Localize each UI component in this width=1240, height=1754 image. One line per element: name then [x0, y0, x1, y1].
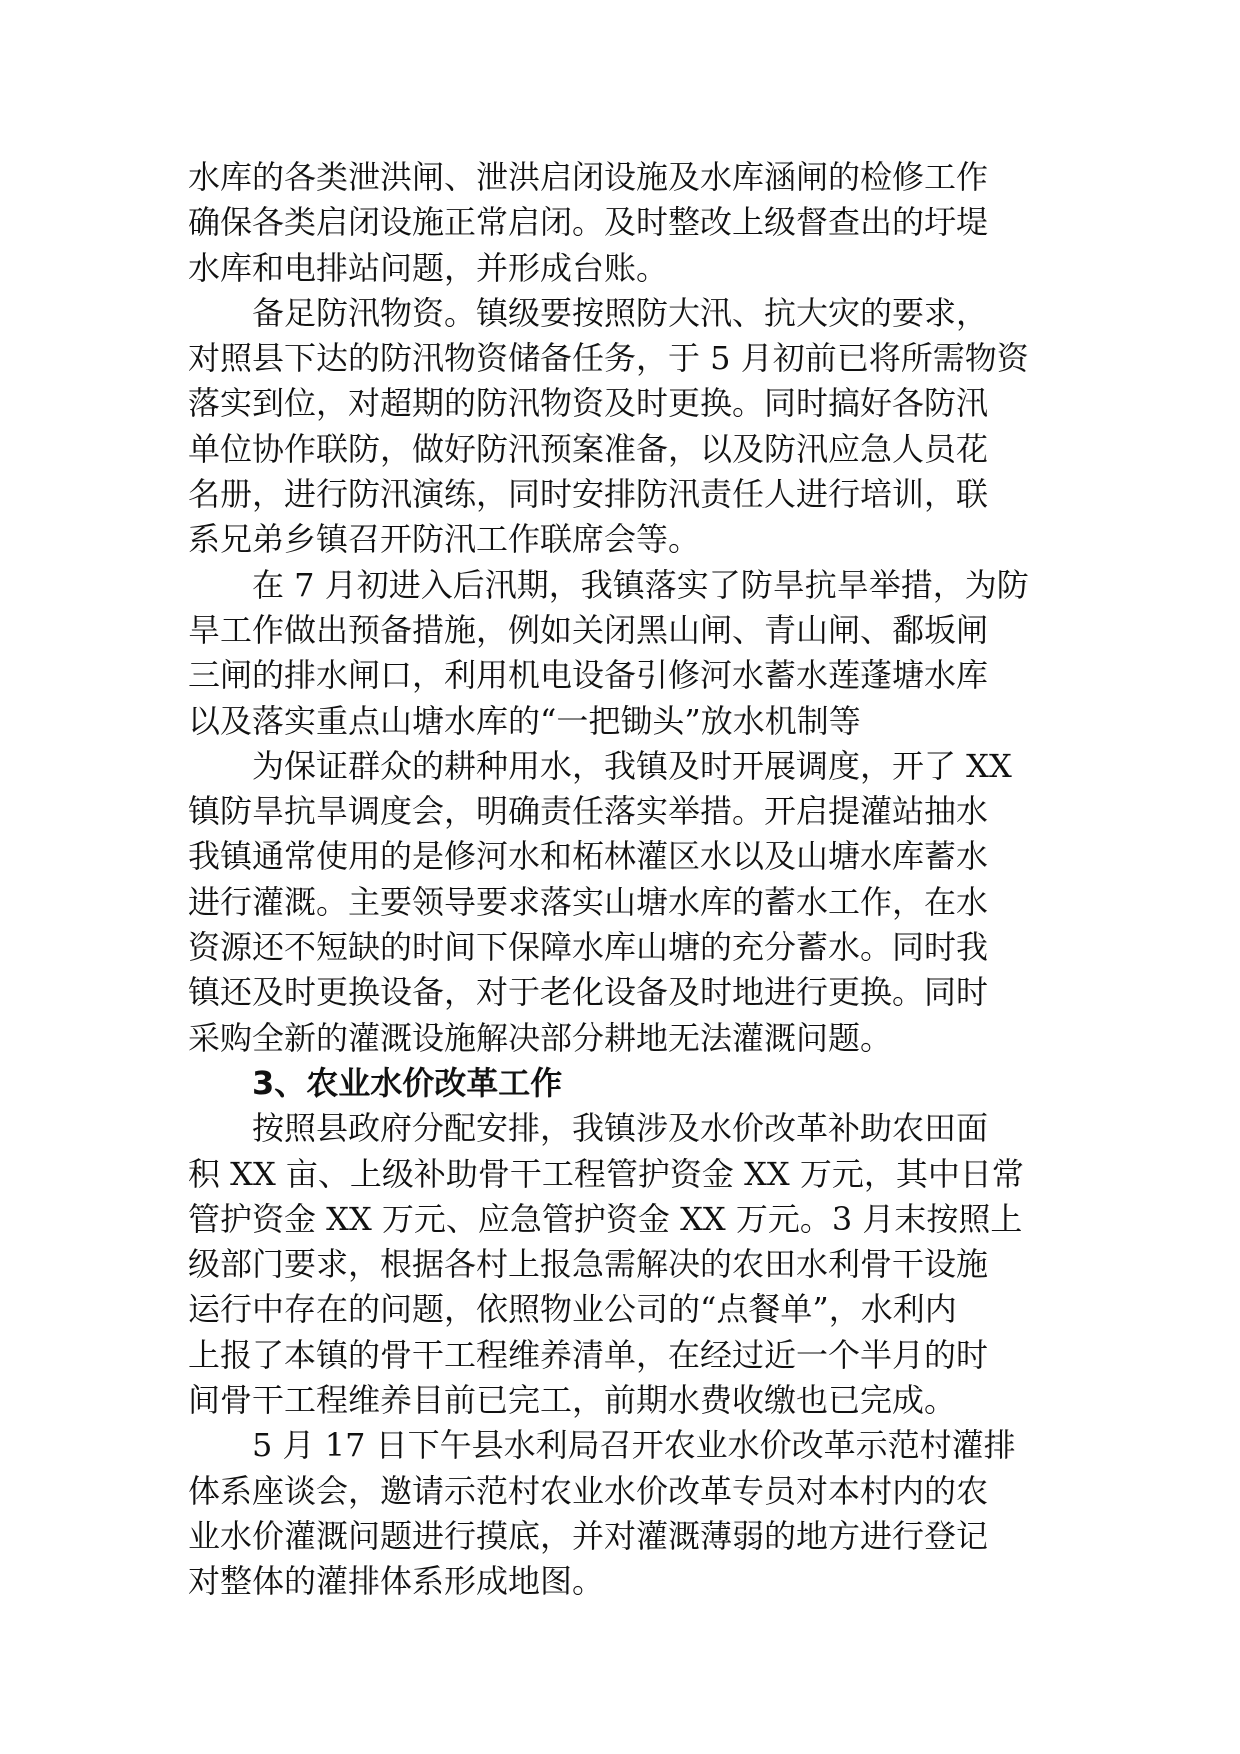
text-line: 5 月 17 日下午县水利局召开农业水价改革示范村灌排	[252, 1426, 1016, 1465]
section-heading: 3、农业水价改革工作	[252, 1063, 563, 1102]
text-line: 单位协作联防，做好防汛预案准备，以及防汛应急人员花	[188, 429, 989, 468]
text-line: 水库和电排站问题，并形成台账。	[188, 248, 669, 287]
text-line: 对整体的灌排体系形成地图。	[188, 1562, 605, 1601]
text-line: 旱工作做出预备措施，例如关闭黑山闸、青山闸、鄱坂闸	[188, 610, 989, 649]
text-line: 系兄弟乡镇召开防汛工作联席会等。	[188, 520, 701, 559]
text-line: 我镇通常使用的是修河水和柘林灌区水以及山塘水库蓄水	[188, 837, 989, 876]
text-line: 镇防旱抗旱调度会，明确责任落实举措。开启提灌站抽水	[188, 792, 989, 831]
text-line: 体系座谈会，邀请示范村农业水价改革专员对本村内的农	[188, 1471, 989, 1510]
text-line: 管护资金 XX 万元、应急管护资金 XX 万元。3 月末按照上	[188, 1199, 1023, 1238]
text-line: 为保证群众的耕种用水，我镇及时开展调度，开了 XX	[252, 746, 1012, 785]
text-line: 备足防汛物资。镇级要按照防大汛、抗大灾的要求，	[252, 293, 989, 332]
text-line: 间骨干工程维养目前已完工，前期水费收缴也已完成。	[188, 1381, 957, 1420]
text-line: 以及落实重点山塘水库的“一把锄头”放水机制等	[188, 701, 861, 740]
text-line: 对照县下达的防汛物资储备任务，于 5 月初前已将所需物资	[188, 339, 1029, 378]
text-line: 确保各类启闭设施正常启闭。及时整改上级督查出的圩堤	[188, 203, 989, 242]
text-line: 采购全新的灌溉设施解决部分耕地无法灌溉问题。	[188, 1018, 893, 1057]
text-line: 级部门要求，根据各村上报急需解决的农田水利骨干设施	[188, 1245, 989, 1284]
text-line: 积 XX 亩、上级补助骨干工程管护资金 XX 万元，其中日常	[188, 1154, 1024, 1193]
text-line: 进行灌溉。主要领导要求落实山塘水库的蓄水工作，在水	[188, 882, 989, 921]
text-line: 落实到位，对超期的防汛物资及时更换。同时搞好各防汛	[188, 384, 989, 423]
text-line: 业水价灌溉问题进行摸底，并对灌溉薄弱的地方进行登记	[188, 1516, 989, 1555]
text-line: 镇还及时更换设备，对于老化设备及时地进行更换。同时	[188, 973, 989, 1012]
text-line: 三闸的排水闸口，利用机电设备引修河水蓄水莲蓬塘水库	[188, 656, 989, 695]
text-line: 在 7 月初进入后汛期，我镇落实了防旱抗旱举措，为防	[252, 565, 1029, 604]
document-body	[188, 155, 1058, 1605]
text-line: 水库的各类泄洪闸、泄洪启闭设施及水库涵闸的检修工作	[188, 158, 989, 196]
text-line: 上报了本镇的骨干工程维养清单，在经过近一个半月的时	[188, 1335, 989, 1374]
text-line: 资源还不短缺的时间下保障水库山塘的充分蓄水。同时我	[188, 928, 989, 967]
text-line: 运行中存在的问题，依照物业公司的“点餐单”，水利内	[188, 1290, 957, 1329]
text-line: 按照县政府分配安排，我镇涉及水价改革补助农田面	[252, 1109, 989, 1148]
text-line: 名册，进行防汛演练，同时安排防汛责任人进行培训，联	[188, 475, 989, 514]
